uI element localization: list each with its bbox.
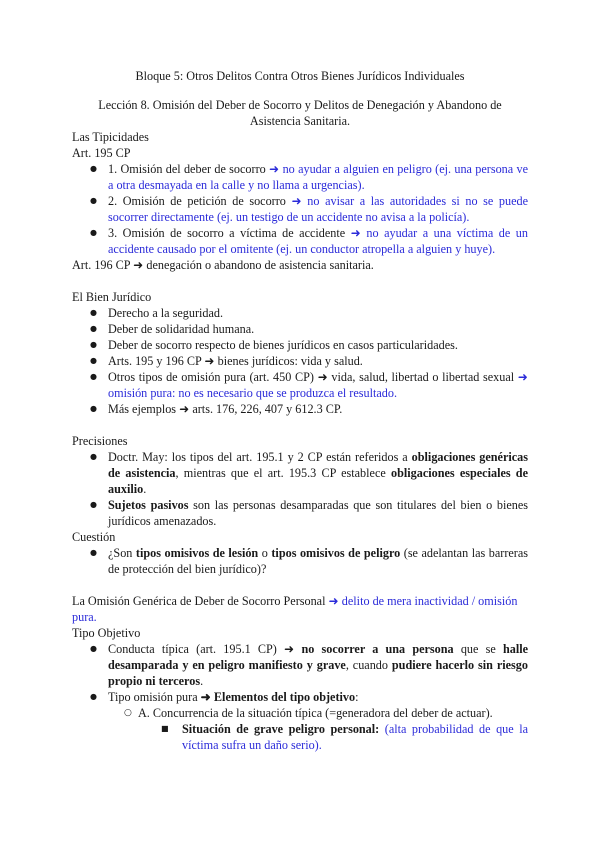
cuestion-list <box>72 545 528 577</box>
precisiones-heading: Precisiones <box>72 434 128 448</box>
document-title: Bloque 5: Otros Delitos Contra Otros Bienes Jurídicos Individuales <box>135 69 465 83</box>
sub-sub-list <box>72 721 528 753</box>
tipo-objetivo-list <box>72 641 528 753</box>
tipicidades-heading: Las Tipicidades <box>72 130 149 144</box>
list-item: ● ¿Son tipos omisivos de lesión o tipos omisivos de peligro (se adelantan las barreras de protección del bien jurídico)? <box>72 545 528 577</box>
list-item: ● Doctr. May: los tipos del art. 195.1 y 2 CP están referidos a obligaciones genéricas de asistencia, mientras que el art. 195.3 CP establece obligaciones especiales de auxilio. <box>72 449 528 497</box>
tipicidades-list <box>72 161 528 257</box>
list-item: ● Sujetos pasivos son las personas desamparadas que son titulares del bien o bienes jurídicos amenazados. <box>72 497 528 529</box>
generica-heading: La Omisión Genérica de Deber de Socorro Personal ➜ delito de mera inactividad / omisión pura. <box>72 594 518 624</box>
list-item: ■ Situación de grave peligro personal: (alta probabilidad de que la víctima sufra un daño serio). <box>72 721 528 753</box>
list-item: ● Más ejemplos ➜ arts. 176, 226, 407 y 612.3 CP. <box>72 401 528 417</box>
list-item: ● 3. Omisión de socorro a víctima de accidente ➜ no ayudar a una víctima de un accidente causado por el omitente (ej. un conductor atropella a alguien y huye). <box>72 225 528 257</box>
list-item: ● 2. Omisión de petición de socorro ➜ no avisar a las autoridades si no se puede socorrer directamente (ej. un testigo de un accidente no avisa a la policía). <box>72 193 528 225</box>
list-item: ● Deber de solidaridad humana. <box>72 321 528 337</box>
cuestion-heading: Cuestión <box>72 530 116 544</box>
lesson-title: Lección 8. Omisión del Deber de Socorro y Delitos de Denegación y Abandono de Asistencia Sanitaria. <box>98 98 502 128</box>
bien-heading: El Bien Jurídico <box>72 290 152 304</box>
list-item: ● Conducta típica (art. 195.1 CP) ➜ no socorrer a una persona que se halle desamparada y en peligro manifiesto y grave, cuando pudiere hacerlo sin riesgo propio ni terceros. <box>72 641 528 689</box>
bien-list <box>72 305 528 417</box>
art195-label: Art. 195 CP <box>72 146 131 160</box>
precisiones-list <box>72 449 528 529</box>
list-item: ● Tipo omisión pura ➜ Elementos del tipo objetivo: ○ A. Concurrencia de la situación típica (=generadora del deber de actuar). ■ Situación de grave peligro personal: (alta probabilidad de que la víctima sufra un daño serio). <box>72 689 528 753</box>
list-item: ● Derecho a la seguridad. <box>72 305 528 321</box>
art196-line: Art. 196 CP ➜ denegación o abandono de asistencia sanitaria. <box>72 258 374 272</box>
document-page <box>72 68 528 753</box>
list-item: ● Otros tipos de omisión pura (art. 450 CP) ➜ vida, salud, libertad o libertad sexual ➜ omisión pura: no es necesario que se produzca el resultado. <box>72 369 528 401</box>
list-item: ● Arts. 195 y 196 CP ➜ bienes jurídicos: vida y salud. <box>72 353 528 369</box>
tipo-objetivo-heading: Tipo Objetivo <box>72 626 141 640</box>
list-item: ● Deber de socorro respecto de bienes jurídicos en casos particularidades. <box>72 337 528 353</box>
list-item: ○ A. Concurrencia de la situación típica (=generadora del deber de actuar). <box>72 705 528 721</box>
list-item: ● 1. Omisión del deber de socorro ➜ no ayudar a alguien en peligro (ej. una persona ve a otra desmayada en la calle y no llama a urgencias). <box>72 161 528 193</box>
sub-list <box>72 705 528 721</box>
